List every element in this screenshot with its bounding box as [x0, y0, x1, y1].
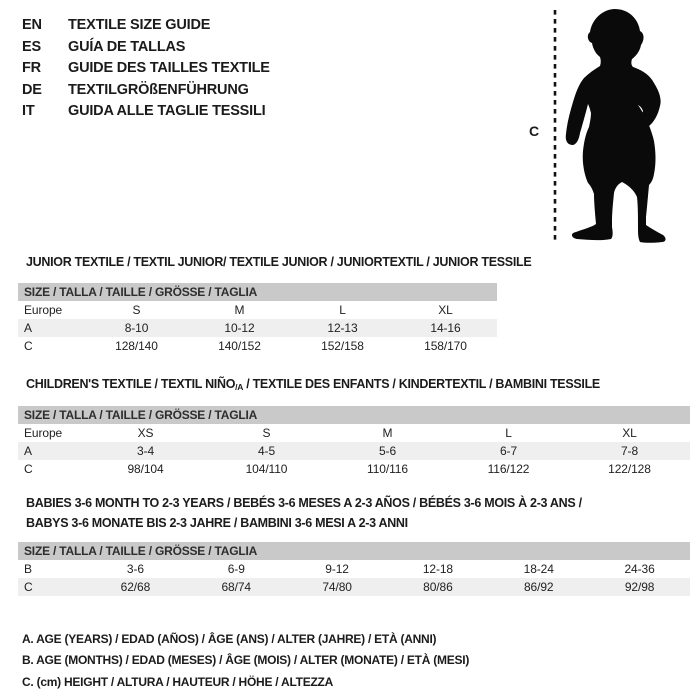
- junior-table-rows: [18, 301, 497, 355]
- size-header-bar: [18, 542, 690, 560]
- childrens-title-post: / TEXTILE DES ENFANTS / KINDERTEXTIL / BAMBINI TESSILE: [243, 377, 600, 391]
- size-value-cell: 3-4: [136, 444, 155, 458]
- babies-title-line1: BABIES 3-6 MONTH TO 2-3 YEARS / BEBÉS 3-6 MESES A 2-3 AÑOS / BÉBÉS 3-6 MOIS À 2-3 ANS /: [26, 496, 582, 510]
- size-value-cell: L: [505, 426, 512, 440]
- footnote-line: A. AGE (YEARS) / EDAD (AÑOS) / ÂGE (ANS) / ALTER (JAHRE) / ETÀ (ANNI): [22, 632, 437, 646]
- size-value-cell: 7-8: [620, 444, 639, 458]
- row-label: B: [24, 562, 32, 576]
- size-value-cell: 80/86: [423, 580, 453, 594]
- size-value-cell: 74/80: [322, 580, 352, 594]
- height-measure-label: C: [529, 123, 540, 139]
- row-label: C: [24, 580, 33, 594]
- footnote-line: C. (cm) HEIGHT / ALTURA / HAUTEUR / HÖHE / ALTEZZA: [22, 674, 334, 689]
- size-value-cell: 10-12: [224, 321, 255, 335]
- size-header-label: SIZE / TALLA / TAILLE / GRÖSSE / TAGLIA: [24, 408, 258, 422]
- size-value-cell: 62/68: [120, 580, 151, 594]
- size-value-cell: S: [262, 426, 271, 440]
- size-header-label: SIZE / TALLA / TAILLE / GRÖSSE / TAGLIA: [24, 544, 258, 558]
- childrens-title-sub: /A: [235, 382, 244, 392]
- size-value-cell: 140/152: [218, 339, 261, 353]
- childrens-table-title: [18, 376, 690, 393]
- size-value-cell: 86/92: [523, 580, 554, 594]
- size-value-cell: 4-5: [257, 444, 276, 458]
- table-row: [18, 301, 497, 319]
- size-header-bar: [18, 406, 690, 424]
- row-label: C: [24, 339, 33, 353]
- babies-table-rows: [18, 560, 690, 596]
- size-value-cell: 6-7: [499, 444, 518, 458]
- language-code: DE: [22, 81, 42, 98]
- size-value-cell: 152/158: [321, 339, 364, 353]
- row-label: C: [24, 462, 33, 476]
- size-value-cell: M: [382, 426, 393, 440]
- size-value-cell: 104/110: [245, 462, 288, 476]
- row-label: A: [24, 444, 32, 458]
- size-value-cell: 158/170: [424, 339, 467, 353]
- size-value-cell: 68/74: [221, 580, 251, 594]
- table-row: [18, 442, 690, 460]
- junior-table-title: JUNIOR TEXTILE / TEXTIL JUNIOR/ TEXTILE JUNIOR / JUNIORTEXTIL / JUNIOR TESSILE: [26, 255, 532, 269]
- language-row: [22, 58, 270, 80]
- size-value-cell: 18-24: [523, 562, 554, 576]
- size-header-label: SIZE / TALLA / TAILLE / GRÖSSE / TAGLIA: [24, 285, 258, 299]
- size-header-bar: [18, 283, 497, 301]
- size-value-cell: 24-36: [624, 562, 655, 576]
- size-value-cell: 12-18: [422, 562, 454, 576]
- footnote-line: B. AGE (MONTHS) / EDAD (MESES) / ÂGE (MOIS) / ALTER (MONATE) / ETÀ (MESI): [22, 653, 470, 668]
- size-value-cell: XL: [622, 426, 637, 440]
- size-value-cell: 92/98: [624, 580, 655, 594]
- language-row: [22, 15, 270, 37]
- size-value-cell: 3-6: [126, 562, 144, 576]
- table-row: [18, 460, 690, 478]
- babies-table-title: [18, 493, 690, 533]
- size-value-cell: M: [234, 303, 245, 317]
- size-value-cell: S: [132, 303, 141, 317]
- row-label: A: [24, 321, 32, 335]
- table-row: [18, 560, 690, 578]
- baby-silhouette-icon: [566, 9, 666, 243]
- size-value-cell: 122/128: [608, 462, 651, 476]
- table-row: [18, 337, 497, 355]
- language-title-list: [22, 15, 270, 123]
- size-value-cell: 116/122: [487, 462, 530, 476]
- language-code: ES: [22, 38, 41, 55]
- babies-title-line2: BABYS 3-6 MONATE BIS 2-3 JAHRE / BAMBINI 3-6 MESI A 2-3 ANNI: [26, 516, 408, 530]
- table-row: [18, 319, 497, 337]
- junior-textile-table: [18, 254, 532, 355]
- childrens-textile-table: [18, 376, 690, 478]
- language-guide-title: TEXTILGRÖßENFÜHRUNG: [68, 81, 249, 98]
- childrens-table-rows: [18, 424, 690, 478]
- size-value-cell: XL: [438, 303, 453, 317]
- size-value-cell: 5-6: [378, 444, 397, 458]
- size-value-cell: 9-12: [325, 562, 349, 576]
- row-label: Europe: [24, 303, 63, 317]
- language-row: [22, 80, 270, 102]
- size-value-cell: 6-9: [227, 562, 245, 576]
- childrens-title-pre: CHILDREN'S TEXTILE / TEXTIL NIÑO: [26, 377, 236, 391]
- size-value-cell: 110/116: [367, 462, 408, 476]
- language-code: IT: [22, 103, 35, 119]
- language-row: [22, 37, 270, 59]
- size-value-cell: 12-13: [327, 321, 358, 335]
- size-value-cell: L: [339, 303, 346, 317]
- language-code: FR: [22, 60, 41, 76]
- footnote-legend: [22, 629, 469, 693]
- size-value-cell: 128/140: [115, 339, 158, 353]
- size-value-cell: XS: [137, 426, 154, 440]
- baby-silhouette-figure: [550, 6, 700, 248]
- language-code: EN: [22, 17, 42, 33]
- babies-textile-table: [18, 493, 690, 596]
- language-guide-title: GUIDE DES TAILLES TEXTILE: [68, 60, 270, 76]
- row-label: Europe: [24, 426, 63, 440]
- table-row: [18, 424, 690, 442]
- language-guide-title: TEXTILE SIZE GUIDE: [68, 17, 211, 33]
- language-row: [22, 101, 270, 123]
- size-value-cell: 8-10: [124, 321, 149, 335]
- size-value-cell: 14-16: [430, 321, 461, 335]
- table-row: [18, 578, 690, 596]
- size-value-cell: 98/104: [127, 462, 164, 476]
- language-guide-title: GUÍA DE TALLAS: [68, 38, 186, 55]
- language-guide-title: GUIDA ALLE TAGLIE TESSILI: [68, 103, 266, 119]
